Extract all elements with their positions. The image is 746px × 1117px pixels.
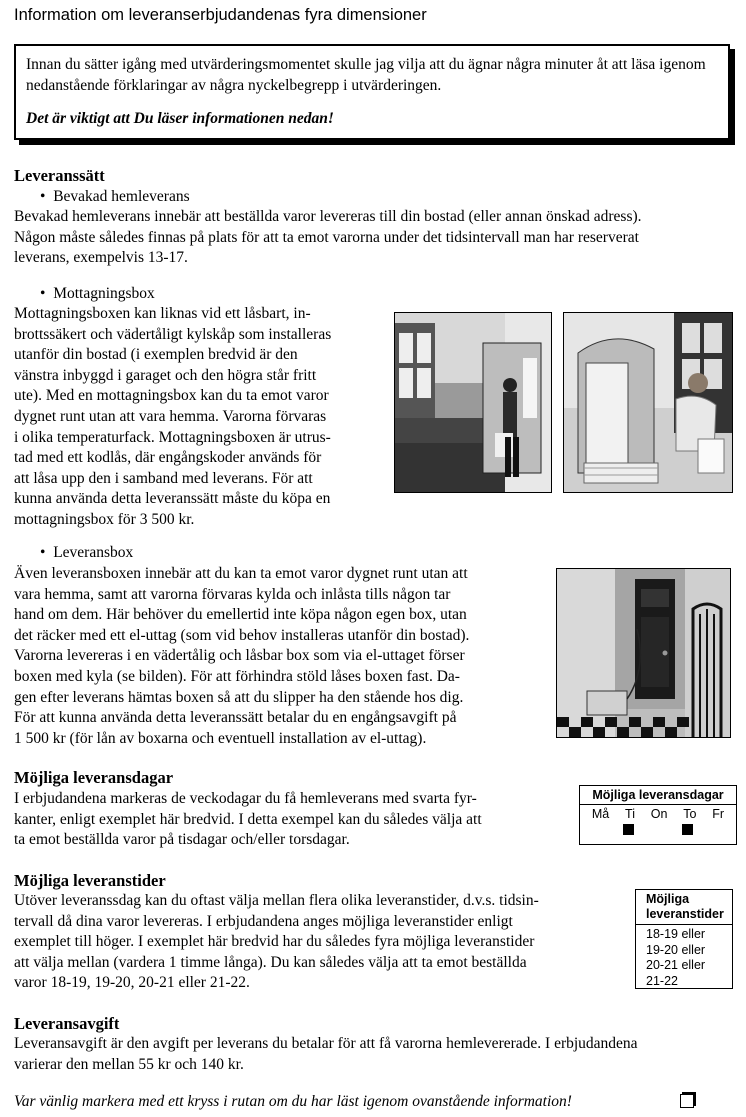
text-line: I erbjudandena markeras de veckodagar du få hemleverans med svarta fyr-: [14, 790, 477, 807]
time-item: 18-19 eller: [646, 927, 706, 941]
day-empty-slot: [593, 824, 604, 835]
bullet-dot-icon: •: [40, 544, 46, 561]
text-line: det räcker med ett el-uttag (som vid behov installeras utanför din bostad).: [14, 626, 470, 644]
text-line: Bevakad hemleverans innebär att beställda varor levereras till din bostad (eller annan önskad adress).: [14, 208, 642, 225]
photo-leveransbox: [556, 568, 731, 738]
text-line: varierar den mellan 55 kr och 140 kr.: [14, 1055, 244, 1073]
text-line: vänstra inbyggd i garaget och den högra står fritt: [14, 366, 317, 384]
text-line: Även leveransboxen innebär att du kan ta emot varor dygnet runt utan att: [14, 565, 468, 582]
paragraph-leveransbox: [14, 564, 544, 749]
paragraph-leveransavgift: [14, 1034, 734, 1075]
photo-mottagningsbox-fristaende: [563, 312, 733, 493]
day-marked-square-icon: [682, 824, 693, 835]
text-line: tervall då dina varor levereras. I erbjudandena anges möjliga leveranstider enligt: [14, 912, 513, 930]
heading-leveranssatt: Leveranssätt: [14, 166, 105, 185]
text-line: utanför din bostad (i exemplen bredvid är den: [14, 346, 298, 364]
bullet-bevakad: [40, 187, 190, 207]
text-line: Varorna levereras i en vädertålig och låsbar box som via el-uttaget förser: [14, 647, 465, 665]
time-item: 21-22: [646, 973, 678, 988]
paragraph-bevakad: [14, 207, 734, 269]
text-line: varor 18-19, 19-20, 20-21 eller 21-22.: [14, 974, 250, 992]
text-line: 1 500 kr (för lån av boxarna och eventuell installation av el-uttag).: [14, 729, 427, 747]
intro-emphasis: Det är viktigt att Du läser informationen nedan!: [26, 110, 334, 127]
text-line: hand om dem. Här behöver du emellertid inte köpa någon egen box, utan: [14, 606, 467, 624]
time-list: [636, 925, 732, 989]
heading-leveransdagar: Möjliga leveransdagar: [14, 768, 174, 787]
time-item: 20-21 eller: [646, 958, 706, 972]
read-confirmation-checkbox[interactable]: [680, 1094, 694, 1108]
text-line: att välja mellan (vardera 1 timme långa). Du kan således välja att ta emot beställda: [14, 953, 527, 971]
text-line: tad med ett kodlås, där engångskoder används för: [14, 449, 322, 467]
day-label: Ti: [625, 807, 635, 821]
heading-leveransavgift: Leveransavgift: [14, 1014, 120, 1033]
text-line: boxen med kyla (se bilden). För att förhindra stöld låses boxen fast. Da-: [14, 667, 460, 685]
text-line: vara hemma, samt att varorna förvaras kylda och inlåsta tills någon tar: [14, 585, 451, 603]
bullet-label: Mottagningsbox: [53, 285, 155, 302]
day-label: Fr: [712, 807, 725, 821]
table-title-line: leveranstider: [646, 907, 724, 921]
day-label: On: [650, 807, 668, 821]
confirmation-text: Var vänlig markera med ett kryss i rutan om du har läst igenom ovanstående information!: [14, 1093, 572, 1110]
text-line: brottssäkert och vädertåligt kylskåp som installeras: [14, 325, 332, 343]
page-title: Information om leveranserbjudandenas fyra dimensioner: [14, 6, 427, 24]
text-line: För att kunna använda detta leveranssätt betalar du en engångsavgift på: [14, 709, 457, 727]
day-marks-row: [580, 821, 736, 835]
freestanding-box-illustration: [564, 313, 732, 492]
text-line: Utöver leveranssdag kan du oftast välja mellan flera olika leveranstider, d.v.s. tidsin-: [14, 892, 539, 909]
text-line: ute). Med en mottagningsbox kan du ta emot varor: [14, 387, 329, 405]
text-line: i olika temperaturfack. Mottagningsboxen är utrus-: [14, 428, 331, 446]
leveranstider-table: [635, 889, 733, 989]
paragraph-mottagningsbox: [14, 304, 384, 531]
bullet-mottagningsbox: [40, 284, 155, 304]
text-line: dygnet runt utan att vara hemma. Varorna förvaras: [14, 407, 327, 425]
time-item: 19-20 eller: [646, 942, 706, 957]
text-line: kanter, enligt exemplet här bredvid. I detta exempel kan du således välja att: [14, 810, 482, 828]
leveransdagar-table: [579, 785, 737, 845]
garage-box-illustration: [395, 313, 551, 492]
text-line: att låsa upp den i samband med leverans. För att: [14, 469, 313, 487]
text-line: leverans, exempelvis 13-17.: [14, 249, 188, 267]
text-line: exemplet till höger. I exemplet här bredvid har du således fyra möjliga leveranstider: [14, 933, 535, 951]
text-line: gen efter leverans hämtas boxen så att du slipper ha den stående hos dig.: [14, 688, 464, 706]
day-label: Må: [591, 807, 610, 821]
bullet-dot-icon: •: [40, 188, 46, 205]
day-empty-slot: [712, 824, 723, 835]
text-line: mottagningsbox för 3 500 kr.: [14, 510, 195, 528]
text-line: ta emot beställda varor på tisdagar och/eller torsdagar.: [14, 831, 350, 849]
paragraph-leveranstider: [14, 891, 630, 994]
day-empty-slot: [652, 824, 663, 835]
leveransdagar-table-title: Möjliga leveransdagar: [580, 786, 736, 805]
paragraph-leveransdagar: [14, 789, 570, 851]
day-label: To: [683, 807, 697, 821]
bullet-dot-icon: •: [40, 285, 46, 302]
heading-leveranstider: Möjliga leveranstider: [14, 871, 166, 890]
bullet-leveransbox: [40, 543, 133, 563]
bullet-label: Leveransbox: [53, 544, 134, 561]
text-line: Någon måste således finnas på plats för att ta emot varorna under det tidsintervall man har reserverat: [14, 228, 639, 246]
photo-mottagningsbox-garage: [394, 312, 552, 493]
intro-box: [14, 44, 730, 140]
delivery-box-illustration: [557, 569, 730, 737]
days-row: [580, 805, 736, 821]
day-marked-square-icon: [623, 824, 634, 835]
leveranstider-table-title: [636, 890, 732, 925]
text-line: Mottagningsboxen kan liknas vid ett låsbart, in-: [14, 305, 311, 322]
intro-text: Innan du sätter igång med utvärderingsmomentet skulle jag vilja att du ägnar några minuter åt att läsa igenom nedanstående förklaringar av några nyckelbegrepp i utvärderingen.: [26, 56, 706, 94]
text-line: Leveransavgift är den avgift per leverans du betalar för att få varorna hemlevererade. I erbjudandena: [14, 1035, 638, 1052]
bullet-label: Bevakad hemleverans: [53, 188, 190, 205]
table-title-line: Möjliga: [646, 892, 690, 906]
text-line: kunna använda detta leveranssätt måste du köpa en: [14, 490, 331, 508]
